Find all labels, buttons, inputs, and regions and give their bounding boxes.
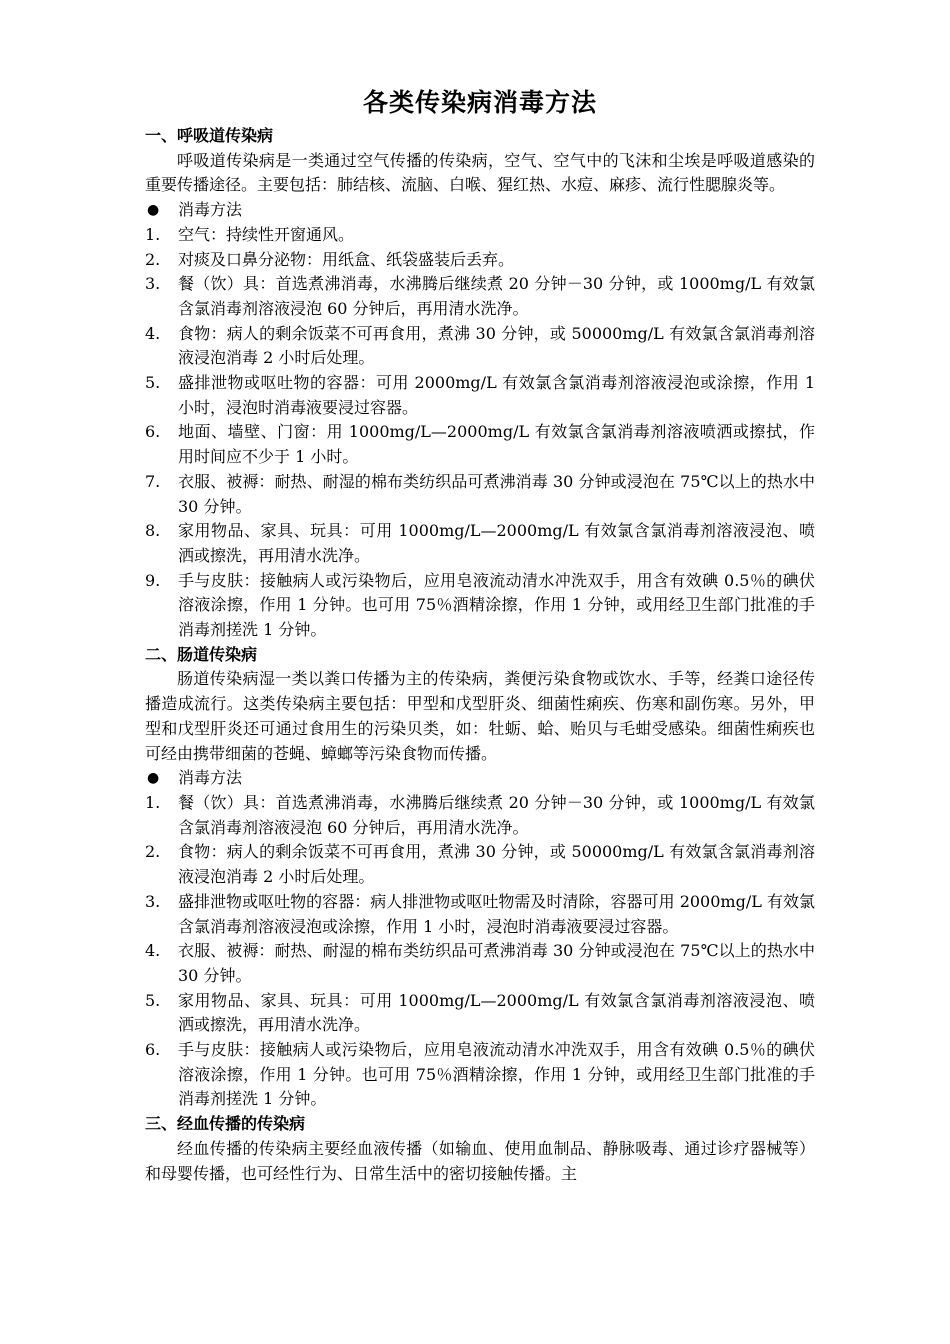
list-text: 手与皮肤：接触病人或污染物后，应用皂液流动清水冲洗双手，用含有效碘 0.5％的碘伏溶液涂擦，作用 1 分钟。也可用 75％酒精涂擦，作用 1 分钟，或用经卫生部门批准的手消毒剂搓洗 1 分钟。 (178, 1040, 815, 1109)
bullet-item (145, 766, 815, 791)
section-respiratory (145, 124, 815, 643)
bullet-label: 消毒方法 (178, 768, 243, 788)
list-item (145, 939, 815, 988)
list-number: 9. (145, 570, 161, 590)
section-heading: 二、肠道传染病 (145, 644, 258, 664)
list-text: 家用物品、家具、玩具：可用 1000mg/L—2000mg/L 有效氯含氯消毒剂溶液浸泡、喷洒或擦洗，再用清水洗净。 (178, 990, 815, 1035)
list-number: 3. (145, 274, 161, 294)
list-number: 1. (145, 224, 161, 244)
list-item (145, 519, 815, 568)
list-number: 6. (145, 1040, 161, 1060)
list-number: 1. (145, 792, 161, 812)
list-text: 衣服、被褥：耐热、耐湿的棉布类纺织品可煮沸消毒 30 分钟或浸泡在 75℃以上的热水中 30 分钟。 (178, 471, 815, 516)
list-item (145, 420, 815, 469)
list-text: 盛排泄物或呕吐物的容器：病人排泄物或呕吐物需及时清除，容器可用 2000mg/L 有效氯含氯消毒剂溶液浸泡或涂擦，作用 1 小时，浸泡时消毒液要浸过容器。 (178, 891, 815, 936)
list-number: 7. (145, 471, 161, 491)
list-item (145, 569, 815, 643)
list-item (145, 223, 815, 248)
list-number: 5. (145, 990, 161, 1010)
list-text: 食物：病人的剩余饭菜不可再食用，煮沸 30 分钟，或 50000mg/L 有效氯含氯消毒剂溶液浸泡消毒 2 小时后处理。 (178, 842, 815, 887)
bullet-label: 消毒方法 (178, 200, 243, 220)
list-item (145, 989, 815, 1038)
list-text: 餐（饮）具：首选煮沸消毒，水沸腾后继续煮 20 分钟－30 分钟，或 1000mg/L 有效氯含氯消毒剂溶液浸泡 60 分钟后，再用清水洗净。 (178, 792, 815, 837)
list-text: 衣服、被褥：耐热、耐湿的棉布类纺织品可煮沸消毒 30 分钟或浸泡在 75℃以上的热水中 30 分钟。 (178, 941, 815, 985)
list-item (145, 322, 815, 371)
list-number: 5. (145, 373, 161, 393)
list-item (145, 890, 815, 939)
bullet-item (145, 198, 815, 223)
list-number: 3. (145, 891, 161, 911)
bullet-dot-icon: ● (147, 770, 160, 787)
list-number: 2. (145, 249, 161, 269)
list-item (145, 470, 815, 519)
section-intestinal (145, 643, 815, 1112)
list-text: 空气：持续性开窗通风。 (178, 224, 355, 244)
list-number: 8. (145, 521, 161, 541)
list-text: 盛排泄物或呕吐物的容器：可用 2000mg/L 有效氯含氯消毒剂溶液浸泡或涂擦，作用 1 小时，浸泡时消毒液要浸过容器。 (178, 373, 815, 417)
list-number: 4. (145, 323, 161, 343)
list-text: 食物：病人的剩余饭菜不可再食用，煮沸 30 分钟，或 50000mg/L 有效氯含氯消毒剂溶液浸泡消毒 2 小时后处理。 (178, 323, 815, 368)
list-text: 地面、墙壁、门窗：用 1000mg/L—2000mg/L 有效氯含氯消毒剂溶液喷洒或擦拭，作用时间应不少于 1 小时。 (178, 422, 815, 467)
list-number: 2. (145, 842, 161, 862)
list-item (145, 272, 815, 321)
section-intro: 经血传播的传染病主要经血液传播（如输血、使用血制品、静脉吸毒、通过诊疗器械等）和母婴传播，也可经性行为、日常生活中的密切接触传播。主 (145, 1138, 815, 1183)
list-number: 4. (145, 941, 161, 961)
document-page (145, 84, 815, 1186)
list-item (145, 1038, 815, 1112)
section-bloodborne (145, 1112, 815, 1186)
section-heading: 一、呼吸道传染病 (145, 126, 274, 145)
section-intro: 肠道传染病湿一类以粪口传播为主的传染病，粪便污染食物或饮水、手等，经粪口途径传播造成流行。这类传染病主要包括：甲型和戊型肝炎、细菌性痢疾、伤寒和副伤寒。另外，甲型和戊型肝炎还可通过食用生的污染贝类，如：牡蛎、蛤、贻贝与毛蚶受感染。细菌性痢疾也可经由携带细菌的苍蝇、蟑螂等污染食物而传播。 (145, 669, 815, 763)
section-intro: 呼吸道传染病是一类通过空气传播的传染病，空气、空气中的飞沫和尘埃是呼吸道感染的重要传播途径。主要包括：肺结核、流脑、白喉、猩红热、水痘、麻疹、流行性腮腺炎等。 (145, 150, 815, 195)
list-text: 手与皮肤：接触病人或污染物后，应用皂液流动清水冲洗双手，用含有效碘 0.5％的碘伏溶液涂擦，作用 1 分钟。也可用 75％酒精涂擦，作用 1 分钟，或用经卫生部门批准的手消毒剂搓洗 1 分钟。 (178, 570, 815, 640)
list-text: 家用物品、家具、玩具：可用 1000mg/L—2000mg/L 有效氯含氯消毒剂溶液浸泡、喷洒或擦洗，再用清水洗净。 (178, 521, 815, 565)
list-text: 餐（饮）具：首选煮沸消毒，水沸腾后继续煮 20 分钟－30 分钟，或 1000mg/L 有效氯含氯消毒剂溶液浸泡 60 分钟后，再用清水洗净。 (178, 274, 815, 318)
list-item (145, 248, 815, 273)
list-item (145, 840, 815, 889)
page-title: 各类传染病消毒方法 (362, 88, 597, 117)
list-item (145, 371, 815, 420)
list-item (145, 791, 815, 840)
bullet-dot-icon: ● (147, 202, 160, 219)
numbered-list (145, 791, 815, 1112)
list-text: 对痰及口鼻分泌物：用纸盒、纸袋盛装后丢弃。 (178, 249, 515, 269)
list-number: 6. (145, 422, 161, 442)
section-heading: 三、经血传播的传染病 (145, 1114, 306, 1134)
numbered-list (145, 223, 815, 643)
